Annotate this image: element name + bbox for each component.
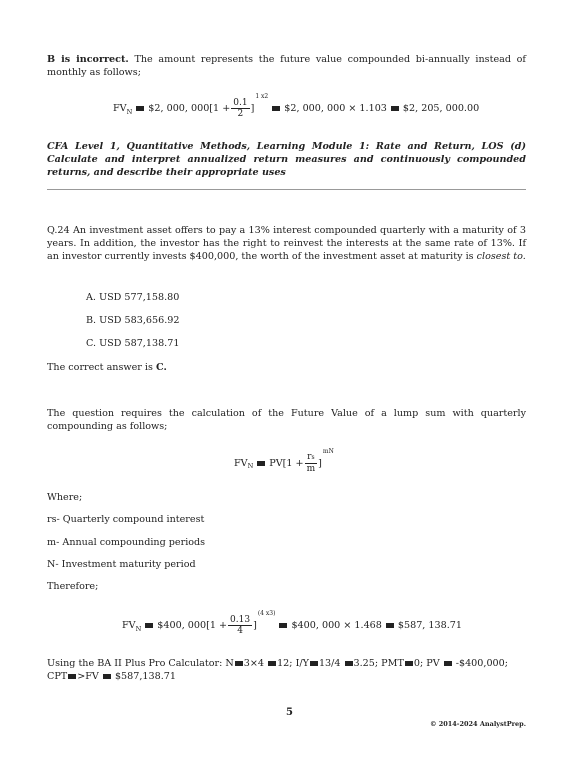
incorrect-explanation	[47, 53, 526, 79]
final-result: $587, 138.71	[397, 620, 462, 631]
principal-term: $400, 000[1 +	[157, 620, 228, 631]
definition-rs: rs- Quarterly compound interest	[47, 514, 205, 525]
explanation-text: The question requires the calculation of the Future Value of a lump sum with quarterly compounding as follows;	[47, 408, 526, 433]
equals-sign	[145, 623, 153, 628]
calc-text: CPT	[47, 671, 68, 683]
correct-answer-text: The correct answer is	[47, 362, 156, 373]
intermediate-result: $2, 000, 000 × 1.103	[284, 103, 387, 114]
equals-sign	[444, 661, 452, 666]
question-emphasis: closest to.	[476, 251, 526, 263]
correct-answer	[47, 361, 526, 374]
exponent: (4 x3)	[257, 610, 276, 617]
fraction	[228, 615, 252, 636]
option-b: B. USD 583,656.92	[86, 315, 180, 326]
calc-text: >FV	[77, 671, 102, 683]
equals-sign	[257, 461, 265, 466]
calc-text: 3.25; PMT	[353, 658, 404, 669]
correct-answer-letter: C.	[155, 362, 167, 373]
equals-sign	[136, 106, 144, 111]
intermediate-result: $400, 000 × 1.468	[291, 620, 382, 631]
option-a: A. USD 577,158.80	[86, 292, 180, 303]
fraction-denominator: 2	[237, 109, 244, 119]
equals-sign	[386, 623, 394, 628]
equals-sign	[310, 661, 318, 666]
equals-sign	[279, 623, 287, 628]
definition-m: m- Annual compounding periods	[47, 537, 206, 548]
calc-text: Using the BA II Plus Pro Calculator: N	[47, 658, 234, 669]
calc-text: 3×4	[243, 658, 268, 669]
equals-sign	[345, 661, 353, 666]
rate-subscript: s	[311, 454, 315, 461]
equals-sign	[405, 661, 413, 666]
calc-text: -$400,000;	[452, 658, 508, 669]
fraction	[305, 452, 318, 474]
incorrect-lead: B is incorrect.	[47, 54, 129, 65]
fraction-numerator: 0.1	[233, 98, 248, 108]
calc-text: 13/4	[318, 658, 344, 669]
section-divider	[47, 189, 526, 190]
question-body: Q.24 An investment asset offers to pay a 13% interest compounded quarterly with a maturity of 3 years. In addition, the investor has the right to reinvest the interests at the same rate of 13%. If an investor currently invests $400,000, the worth of the investment asset at maturity is	[47, 225, 526, 263]
calc-text: 12; I/Y	[277, 658, 309, 669]
fraction-numerator	[305, 452, 316, 464]
close-bracket: ]	[250, 103, 255, 114]
equals-sign	[268, 661, 276, 666]
page-number: 5	[286, 707, 293, 718]
option-c: C. USD 587,138.71	[86, 338, 180, 349]
fv-symbol: FV	[234, 457, 248, 469]
formula-general	[234, 447, 334, 474]
rate-symbol: r	[307, 452, 312, 462]
fv-symbol: FV	[113, 103, 127, 114]
formula-quarterly	[122, 610, 462, 636]
fv-symbol: FV	[122, 620, 136, 631]
calc-text: 0; PV	[413, 658, 443, 669]
definition-n: N- Investment maturity period	[47, 559, 196, 570]
equals-sign	[103, 674, 111, 679]
equals-sign	[235, 661, 243, 666]
pv-term: PV[1 +	[269, 457, 304, 469]
fv-subscript: N	[126, 107, 133, 116]
exponent: mN	[322, 447, 334, 455]
where-label: Where;	[47, 492, 83, 503]
final-result: $2, 205, 000.00	[402, 103, 480, 114]
fv-subscript: N	[247, 462, 254, 470]
exponent: 1 x2	[255, 93, 269, 100]
incorrect-text: The amount represents the future value compounded bi-annually instead of monthly as follows;	[47, 54, 526, 79]
close-bracket: ]	[318, 457, 322, 469]
fraction-numerator: 0.13	[230, 615, 251, 625]
los-reference: CFA Level 1, Quantitative Methods, Learning Module 1: Rate and Return, LOS (d) Calculate and interpret annualized return measures and continuously compounded returns, and describe their appropriate uses	[47, 141, 526, 179]
principal-term: $2, 000, 000[1 +	[148, 103, 231, 114]
copyright-notice: © 2014-2024 AnalystPrep.	[429, 720, 526, 728]
close-bracket: ]	[253, 620, 257, 631]
equals-sign	[391, 106, 399, 111]
fv-subscript: N	[135, 624, 142, 633]
equals-sign	[272, 106, 280, 111]
fraction-denominator: 4	[237, 626, 243, 636]
question-text	[47, 224, 526, 264]
calculator-steps	[47, 657, 526, 683]
calc-text: $587,138.71	[111, 671, 176, 683]
fraction-denominator: m	[306, 464, 316, 474]
therefore-label: Therefore;	[47, 581, 99, 592]
formula-bi-annual	[113, 93, 480, 119]
equals-sign	[68, 674, 76, 679]
fraction	[231, 98, 249, 119]
